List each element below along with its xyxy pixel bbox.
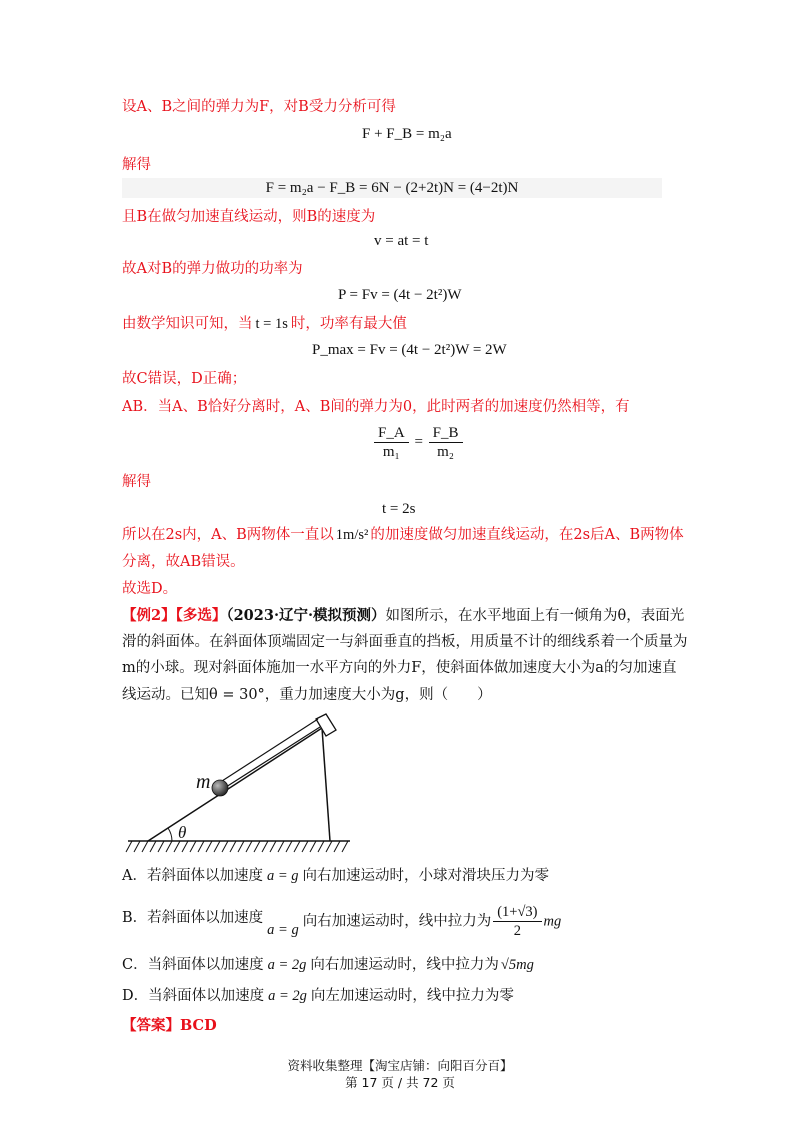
choice-text: A．若斜面体以加速度 <box>122 868 263 884</box>
text-line: 分离，故AB错误。 <box>122 554 245 570</box>
answer-value: BCD <box>180 1017 217 1034</box>
text-line <box>122 525 684 545</box>
text-line: 且B在做匀加速直线运动，则B的速度为 <box>122 209 376 225</box>
example-text: 如图所示，在水平地面上有一倾角为θ，表面光 <box>385 608 685 624</box>
text-line <box>122 314 407 334</box>
page-number: 第 17 页 / 共 72 页 <box>345 1075 455 1090</box>
text-line: 设A、B之间的弹力为F，对B受力分析可得 <box>122 99 396 115</box>
example-source: （2023·辽宁·模拟预测） <box>226 607 386 624</box>
fraction-denominator: m₁ <box>382 444 400 460</box>
choice-text: C．当斜面体以加速度 <box>122 957 264 973</box>
fraction-numerator: (1+√3) <box>493 903 541 922</box>
text-line: 故A对B的弹力做功的功率为 <box>122 261 303 277</box>
text-line: 故选D。 <box>122 581 178 597</box>
ground-hatching <box>126 841 348 852</box>
baffle-plate <box>316 714 336 736</box>
fraction <box>493 903 541 940</box>
equation-4: P = Fv = (4t − 2t²)W <box>338 287 462 303</box>
ball <box>212 780 228 796</box>
choice-a <box>122 866 549 886</box>
incline-back <box>322 728 330 841</box>
equation-6: $\frac{F\_A}{\text{m₁}}$ = $\frac{F\_B}{\text{m₂}}$ <box>372 424 465 461</box>
inline-equation: a = g <box>266 868 299 884</box>
inline-equation: a = g <box>267 921 299 938</box>
inline-equation: mg <box>543 913 562 930</box>
equation-2: F = m₂a − F_B = 6N − (2+2t)N = (4−2t)N <box>122 178 662 198</box>
choice-d <box>122 986 514 1006</box>
text-segment: 所以在2s内，A、B两物体一直以 <box>122 527 334 543</box>
fraction <box>374 424 409 461</box>
inline-equation: 1m/s² <box>335 527 369 543</box>
answer-label: 【答案】 <box>122 1017 180 1034</box>
choice-text: 向右加速运动时，线中拉力为 <box>310 957 499 973</box>
example-text: 线运动。已知θ = 30°，重力加速度大小为g，则（ ） <box>122 687 492 703</box>
choice-text: D．当斜面体以加速度 <box>122 988 265 1004</box>
text-line: 解得 <box>122 157 151 173</box>
inline-equation: √5mg <box>500 957 534 973</box>
incline-surface <box>148 728 322 841</box>
equation-1: F + F_B = m₂a <box>362 126 452 142</box>
fraction-denominator: m₂ <box>437 444 455 460</box>
text-segment: 时，功率有最大值 <box>290 316 407 332</box>
text-segment: 的加速度做匀加速直线运动，在2s后A、B两物体 <box>370 527 684 543</box>
string <box>226 727 320 787</box>
example-text: 滑的斜面体。在斜面体顶端固定一与斜面垂直的挡板，用质量不计的细线系着一个质量为 <box>122 634 688 650</box>
angle-label: θ <box>178 823 187 842</box>
equation-7: t = 2s <box>382 501 416 517</box>
answer-line <box>122 1016 217 1036</box>
choice-c <box>122 955 534 975</box>
inline-equation: a = 2g <box>268 988 307 1004</box>
text-line: 故C错误，D正确； <box>122 371 247 387</box>
fraction-numerator: F_B <box>429 424 463 443</box>
text-line: 解得 <box>122 474 151 490</box>
fraction <box>429 424 463 461</box>
multi-select-tag: 【多选】 <box>175 607 227 624</box>
example-text: m的小球。现对斜面体施加一水平方向的外力F，使斜面体做加速度大小为a的匀加速直 <box>122 660 677 676</box>
text-line: AB．当A、B恰好分离时，A、B间的弹力为0，此时两者的加速度仍然相等，有 <box>122 399 630 415</box>
choice-text: 向左加速运动时，线中拉力为零 <box>310 988 514 1004</box>
incline-figure <box>120 710 360 860</box>
choice-text: 向右加速运动时，小球对滑块压力为零 <box>302 868 550 884</box>
example-heading <box>122 606 684 626</box>
equation-3: v = at = t <box>374 233 429 249</box>
inline-equation: a = 2g <box>267 957 307 973</box>
equation-5: P_max = Fv = (4t − 2t²)W = 2W <box>312 342 507 358</box>
choice-text: B．若斜面体以加速度 <box>122 909 264 926</box>
angle-arc <box>168 828 172 841</box>
example-tag: 【例2】 <box>122 607 176 624</box>
mass-label: m <box>196 771 211 793</box>
choice-b <box>122 903 561 943</box>
text-segment: 由数学知识可知，当 <box>122 316 253 332</box>
footer-source: 资料收集整理【淘宝店铺：向阳百分百】 <box>287 1058 513 1073</box>
fraction-denominator: 2 <box>513 923 521 939</box>
fraction-numerator: F_A <box>374 424 409 443</box>
choice-text: 向右加速运动时，线中拉力为 <box>302 913 492 930</box>
string-edge <box>222 719 318 781</box>
inline-equation: t = 1s <box>255 316 288 332</box>
